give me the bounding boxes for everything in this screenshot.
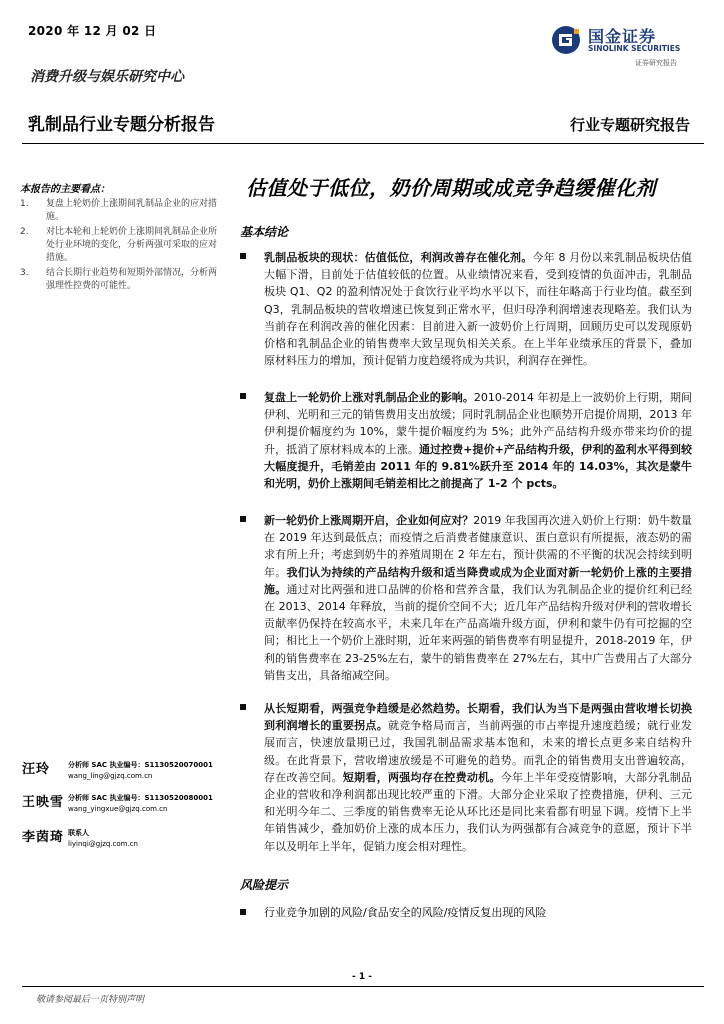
report-type: 行业专题研究报告 bbox=[569, 116, 690, 134]
conclusion-bullet: 复盘上一轮奶价上涨对乳制品企业的影响。2010-2014 年初是上一波奶价上行期，期间伊利、光明和三元的销售费用支出放缓；同时乳制品企业也顺势开启提价周期，2013 年伊利提价幅度约为 10%，蒙牛提价幅度约为 5%；此外产品结构升级亦带来均价的提升，抵消了原材料成本的上涨。通过控费+提价+产品结构升级，伊利的盈利水平得到较大幅度提升，毛销差由 2011 年的 9.81%跃升至 2014 年的 14.03%，其次是蒙牛和光明，奶价上涨期间毛销差相比之前提高了 1-2 个 pcts。 bbox=[240, 389, 692, 492]
conclusion-bullet: 新一轮奶价上涨周期开启，企业如何应对？2019 年我国再次进入奶价上行期：奶牛数量在 2019 年达到最低点；而疫情之后消费者健康意识、蛋白意识有所提振，液态奶的需求有所上升；考虑到奶牛的养殖周期在 2 年左右，预计供需的不平衡的状况会持续到明年。我们认为持续的产品结构升级和适当降费或成为企业面对新一轮奶价上涨的主要措施。通过对比两强和进口品牌的价格和营养含量，我们认为乳制品企业的提价红利已经在 2013、2014 年释放，当前的提价空间不大；近几年产品结构升级对伊利的营收增长贡献率仍保持在较高水平，未来几年在产品高端升级方面，伊利和蒙牛仍有可挖掘的空间；相比上一个奶价上涨时期，近年来两强的销售费率有明显提升，2018-2019 年，伊利的销售费率在 23-25%左右，蒙牛的销售费率在 27%左右，其中广告费用占了大部分销售支出，具备缩减空间。 bbox=[240, 512, 692, 684]
risk-item: 行业竞争加剧的风险/食品安全的风险/疫情反复出现的风险 bbox=[240, 905, 692, 921]
bullet-square-icon bbox=[240, 253, 246, 259]
conclusion-bullet: 乳制品板块的现状：估值低位，利润改善存在催化剂。今年 8 月份以来乳制品板块估值大幅下滑，目前处于估值较低的位置。从业绩情况来看，受到疫情的负面冲击，乳制品板块 Q1、Q2 的盈利情况处于食饮行业平均水平以下，而往年略高于行业均值。截至到 Q3，乳制品板块的营收增速已恢复到正常水平，但归母净利润增速表现略差。我们认为当前存在利润改善的催化因素：目前进入新一波奶价上行周期，回顾历史可以发现原奶价格和乳制品企业的销售费率大致呈现负相关关系。在上半年业绩承压的背景下，叠加原材料压力的增加，预计促销力度趋缓将成为共识，利润存在弹性。 bbox=[240, 249, 692, 369]
bullet-square-icon bbox=[240, 909, 246, 915]
header-divider bbox=[22, 143, 704, 144]
analyst-email: wang_yingxue@gjzq.com.cn bbox=[68, 805, 168, 813]
research-center: 消费升级与娱乐研究中心 bbox=[30, 69, 184, 85]
analyst-role: 联系人 bbox=[68, 829, 89, 837]
analyst-email: wang_ling@gjzq.com.cn bbox=[68, 772, 153, 780]
logo-name-cn: 国金证券 bbox=[588, 27, 657, 46]
analyst-block bbox=[22, 791, 262, 821]
company-logo bbox=[550, 22, 700, 70]
analyst-name: 汪玲 bbox=[22, 762, 51, 777]
highlight-item: 1. 复盘上轮奶价上涨期间乳制品企业的应对措施。 bbox=[20, 199, 218, 222]
analyst-role: 分析师 SAC 执业编号：S1130520070001 bbox=[68, 761, 213, 769]
analyst-name: 王映雪 bbox=[22, 795, 65, 810]
sinolink-logo-icon bbox=[550, 24, 582, 56]
main-title: 估值处于低位，奶价周期或成竞争趋缓催化剂 bbox=[246, 176, 656, 200]
analyst-email: liyinqi@gjzq.com.cn bbox=[68, 840, 138, 848]
bullet-square-icon bbox=[240, 393, 246, 399]
highlight-item: 3. 结合长期行业趋势和短期外部情况，分析两强理性控费的可能性。 bbox=[20, 268, 218, 291]
report-title: 乳制品行业专题分析报告 bbox=[28, 115, 215, 135]
logo-name-en: SINOLINK SECURITIES bbox=[588, 44, 681, 53]
logo-subtitle: 证券研究报告 bbox=[635, 59, 677, 67]
highlight-item: 2. 对比本轮和上轮奶价上涨期间乳制品企业所处行业环境的变化，分析两强可采取的应对措施。 bbox=[20, 227, 218, 263]
analyst-name: 李茵琦 bbox=[22, 830, 65, 845]
bullet-square-icon bbox=[240, 516, 246, 522]
footer-disclaimer: 敬请参阅最后一页特别声明 bbox=[36, 995, 145, 1005]
section-conclusion-heading: 基本结论 bbox=[240, 225, 289, 239]
bullet-square-icon bbox=[240, 704, 246, 710]
highlights-sidebar bbox=[20, 180, 220, 295]
risk-heading: 风险提示 bbox=[240, 878, 289, 892]
analyst-role: 分析师 SAC 执业编号：S1130520080001 bbox=[68, 794, 213, 802]
highlights-title: 本报告的主要看点： bbox=[20, 184, 110, 195]
analyst-block bbox=[22, 758, 262, 788]
analyst-block bbox=[22, 826, 262, 856]
conclusion-bullet: 从长短期看，两强竞争趋缓是必然趋势。长期看，我们认为当下是两强由营收增长切换到利润增长的重要拐点。就竞争格局而言，当前两强的市占率提升速度趋缓；就行业发展而言，快速放量期已过，我国乳制品需求基本饱和，未来的增长点更多来自结构升级。在此背景下，营收增速放缓是不可避免的趋势。而乳企的销售费用支出普遍较高，存在改善空间。短期看，两强均存在控费动机。今年上半年受疫情影响，大部分乳制品企业的营收和净利润都出现比较严重的下滑。大部分企业采取了控费措施，伊利、三元和光明今年二、三季度的销售费率无论从环比还是同比来看都有明显下调。疫情下上半年销售减少，叠加奶价上涨的成本压力，我们认为两强都有合减竞争的意愿，预计下半年以及明年上半年，促销力度会相对理性。 bbox=[240, 700, 692, 855]
page-number: - 1 - bbox=[352, 972, 372, 982]
footer-divider bbox=[22, 986, 704, 987]
report-date: 2020 年 12 月 02 日 bbox=[28, 24, 157, 38]
